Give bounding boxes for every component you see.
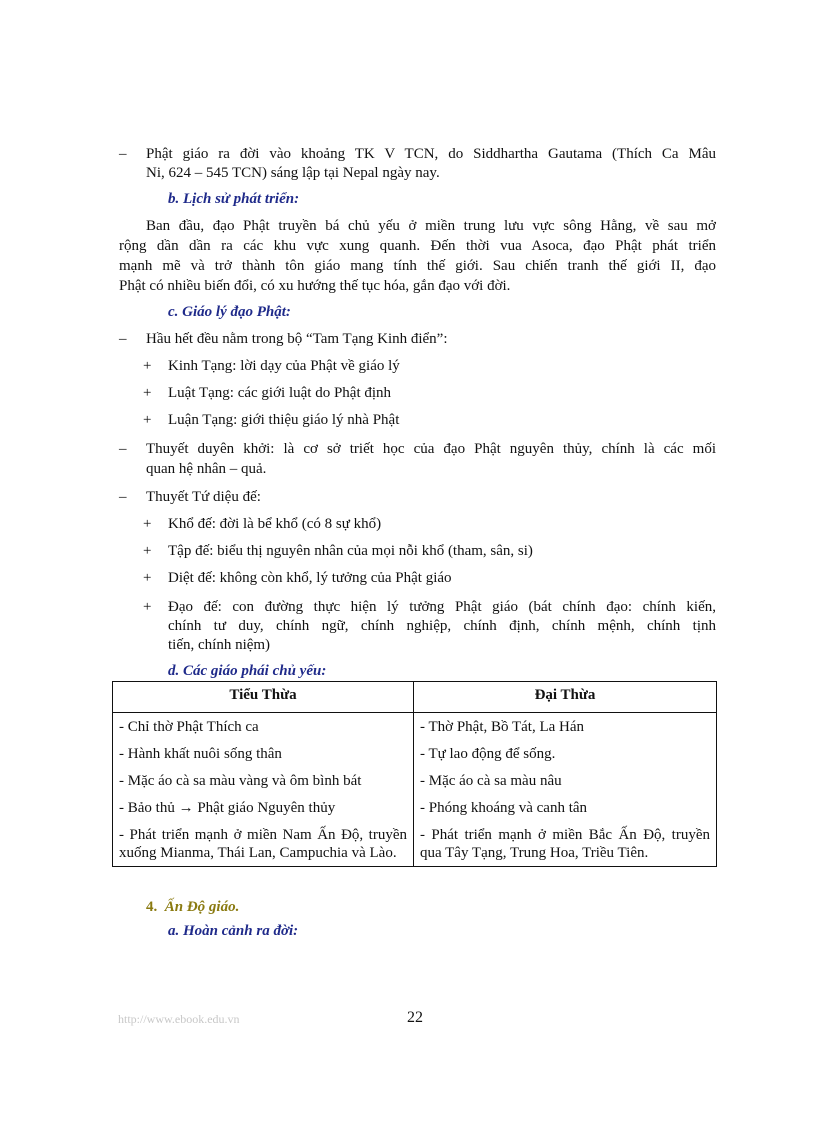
section-b-line-2: rộng dần dần ra các khu vực xung quanh. Đến thời vua Asoca, đạo Phật phát triển <box>119 238 716 254</box>
dash-bullet: – <box>119 489 127 505</box>
plus-bullet: + <box>143 599 152 615</box>
plus-bullet: + <box>143 385 152 401</box>
tu-dieu-de-text: Thuyết Tứ diệu đế: <box>146 489 261 505</box>
kinh-tang-text: Kinh Tạng: lời dạy của Phật về giáo lý <box>168 358 400 374</box>
section-4-title: Ấn Độ giáo. <box>164 899 240 915</box>
table-cell-item: - Phát triển mạnh ở miền Nam Ấn Độ, truyền xuống Mianma, Thái Lan, Campuchia và Lào. <box>119 827 407 861</box>
section-4-number: 4. <box>146 899 158 915</box>
section-b-line-3: mạnh mẽ và trở thành tôn giáo mang tính thế giới. Sau chiến tranh thế giới II, đạo <box>119 258 716 274</box>
plus-bullet: + <box>143 516 152 532</box>
table-cell-item: - Hành khất nuôi sống thân <box>119 746 282 762</box>
section-a-heading: a. Hoàn cảnh ra đời: <box>168 923 299 939</box>
duyen-khoi-line-1: Thuyết duyên khởi: là cơ sở triết học của đạo Phật nguyên thủy, chính là các mối <box>146 441 716 457</box>
table-cell-item: - Thờ Phật, Bồ Tát, La Hán <box>420 719 585 735</box>
intro-line-1: Phật giáo ra đời vào khoảng TK V TCN, do Siddhartha Gautama (Thích Ca Mâu <box>146 146 716 162</box>
intro-bullet: – <box>119 146 127 162</box>
page-number: 22 <box>407 1009 423 1026</box>
table-row <box>113 713 717 867</box>
plus-bullet: + <box>143 570 152 586</box>
luat-tang-text: Luật Tạng: các giới luật do Phật định <box>168 385 392 401</box>
diet-de-text: Diệt đế: không còn khổ, lý tưởng của Phật giáo <box>168 570 452 586</box>
section-d-heading: d. Các giáo phái chủ yếu: <box>168 663 327 679</box>
dao-de-line-1: Đạo đế: con đường thực hiện lý tưởng Phật giáo (bát chính đạo: chính kiến, <box>168 599 716 615</box>
table-cell-item: - Bảo thủ → Phật giáo Nguyên thủy <box>119 800 336 816</box>
section-c-heading: c. Giáo lý đạo Phật: <box>168 304 291 320</box>
table-header-tieu-thua: Tiểu Thừa <box>113 682 414 713</box>
dash-bullet: – <box>119 331 127 347</box>
section-4-heading <box>146 898 239 917</box>
table-cell-tieu-thua <box>113 713 414 867</box>
luan-tang-text: Luận Tạng: giới thiệu giáo lý nhà Phật <box>168 412 400 428</box>
kho-de-text: Khổ đế: đời là bể khổ (có 8 sự khổ) <box>168 516 382 532</box>
footer-url[interactable]: http://www.ebook.edu.vn <box>118 1012 240 1026</box>
table-cell-item: - Phóng khoáng và canh tân <box>420 800 588 816</box>
intro-line-2: Ni, 624 – 545 TCN) sáng lập tại Nepal ngày nay. <box>146 165 440 181</box>
table-header-row <box>113 682 717 713</box>
table-cell-dai-thua <box>414 713 717 867</box>
section-b-line-4: Phật có nhiều biến đổi, có xu hướng thế tục hóa, gắn đạo với đời. <box>119 278 511 294</box>
plus-bullet: + <box>143 412 152 428</box>
section-b-heading: b. Lịch sử phát triển: <box>168 191 300 207</box>
table-cell-item: - Chỉ thờ Phật Thích ca <box>119 719 259 735</box>
duyen-khoi-line-2: quan hệ nhân – quả. <box>146 461 267 477</box>
plus-bullet: + <box>143 543 152 559</box>
table-cell-item: - Tự lao động để sống. <box>420 746 556 762</box>
table-header-dai-thua: Đại Thừa <box>414 682 717 713</box>
comparison-table <box>112 681 717 867</box>
tap-de-text: Tập đế: biểu thị nguyên nhân của mọi nỗi khổ (tham, sân, si) <box>168 543 533 559</box>
table-cell-item: - Phát triển mạnh ở miền Bắc Ấn Độ, truyền qua Tây Tạng, Trung Hoa, Triều Tiên. <box>420 827 710 861</box>
section-b-line-1: Ban đầu, đạo Phật truyền bá chủ yếu ở miền trung lưu vực sông Hằng, về sau mở <box>146 218 716 234</box>
tam-tang-text: Hầu hết đều nằm trong bộ “Tam Tạng Kinh điển”: <box>146 331 448 347</box>
table-cell-item: - Mặc áo cà sa màu nâu <box>420 773 562 789</box>
dash-bullet: – <box>119 441 127 457</box>
plus-bullet: + <box>143 358 152 374</box>
dao-de-line-2: chính tư duy, chính ngữ, chính nghiệp, chính định, chính mệnh, chính tịnh <box>168 618 716 634</box>
dao-de-line-3: tiến, chính niệm) <box>168 637 271 653</box>
table-cell-item: - Mặc áo cà sa màu vàng và ôm bình bát <box>119 773 362 789</box>
